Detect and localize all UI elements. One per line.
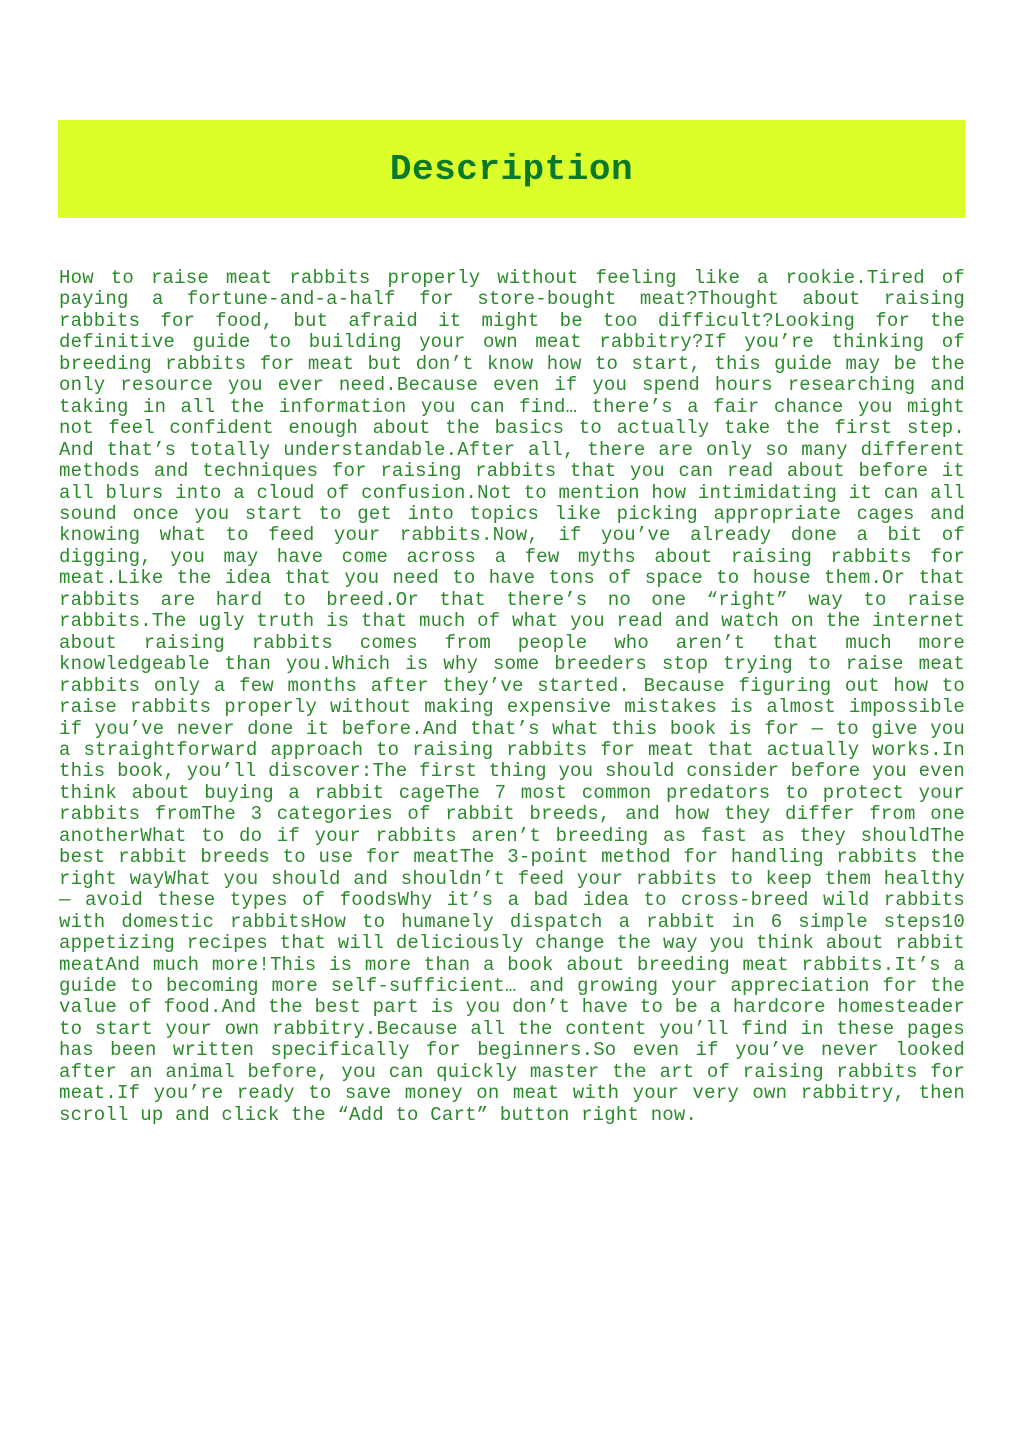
description-header-band xyxy=(58,120,965,218)
description-text: How to raise meat rabbits properly without feeling like a rookie.Tired of paying a fortune-and-a-half for store-bought meat?Thought about raising rabbits for food, but afraid it might be too difficult?Looking for the definitive guide to building your own meat rabbitry?If you’re thinking of breeding rabbits for meat but don’t know how to start, this guide may be the only resource you ever need.Because even if you spend hours researching and taking in all the information you can find… there’s a fair chance you might not feel confident enough about the basics to actually take the first step. And that’s totally understandable.After all, there are only so many different methods and techniques for raising rabbits that you can read about before it all blurs into a cloud of confusion.Not to mention how intimidating it can all sound once you start to get into topics like picking appropriate cages and knowing what to feed your rabbits.Now, if you’ve already done a bit of digging, you may have come across a few myths about raising rabbits for meat.Like the idea that you need to have tons of space to house them.Or that rabbits are hard to breed.Or that there’s no one “right” way to raise rabbits.The ugly truth is that much of what you read and watch on the internet about raising rabbits comes from people who aren’t that much more knowledgeable than you.Which is why some breeders stop trying to raise meat rabbits only a few months after they’ve started. Because figuring out how to raise rabbits properly without making expensive mistakes is almost impossible if you’ve never done it before.And that’s what this book is for — to give you a straightforward approach to raising rabbits for meat that actually works.In this book, you’ll discover:The first thing you should consider before you even think about buying a rabbit cageThe 7 most common predators to protect your rabbits fromThe 3 categories of rabbit breeds, and how they differ from one anotherWhat to do if your rabbits aren’t breeding as fast as they shouldThe best rabbit breeds to use for meatThe 3-point method for handling rabbits the right wayWhat you should and shouldn’t feed your rabbits to keep them healthy — avoid these types of foodsWhy it’s a bad idea to cross-breed wild rabbits with domestic rabbitsHow to humanely dispatch a rabbit in 6 simple steps10 appetizing recipes that will deliciously change the way you think about rabbit meatAnd much more!This is more than a book about breeding meat rabbits.It’s a guide to becoming more self-sufficient… and growing your appreciation for the value of food.And the best part is you don’t have to be a hardcore homesteader to start your own rabbitry.Because all the content you’ll find in these pages has been written specifically for beginners.So even if you’ve never looked after an animal before, you can quickly master the art of raising rabbits for meat.If you’re ready to save money on meat with your very own rabbitry, then scroll up and click the “Add to Cart” button right now. xyxy=(59,267,965,1126)
page-title: Description xyxy=(389,148,634,190)
